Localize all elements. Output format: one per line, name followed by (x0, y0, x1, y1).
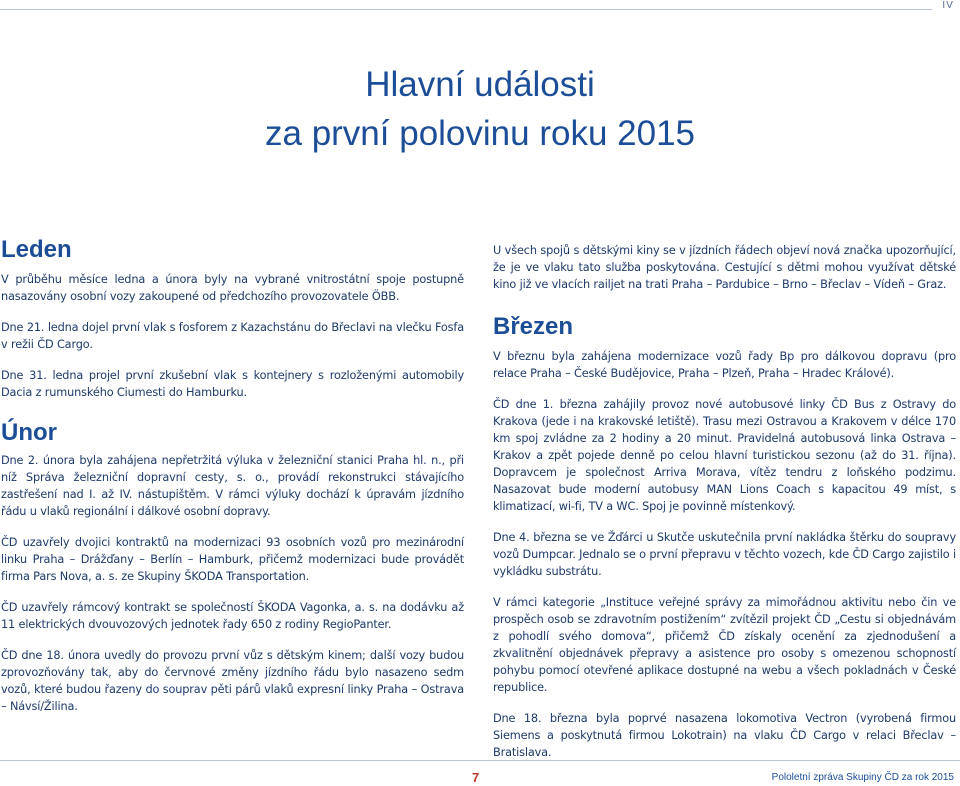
brezen-paragraph-5: Dne 18. března byla poprvé nasazena lokomotiva Vectron (vyrobená firmou Siemens a poskytnutá firmou Lokotrain) na vlaku ČD Cargo v relaci Břeclav – Bratislava. (493, 712, 956, 759)
unor-paragraph-2: ČD uzavřely dvojici kontraktů na modernizaci 93 osobních vozů pro mezinárodní linku Praha – Drážďany – Berlín – Hamburk, přičemž modernizaci bude provádět firma Pars Nova, a. s. ze Skupiny ŠKODA Transportation. (1, 536, 464, 583)
brezen-paragraph-4: V rámci kategorie „Instituce veřejné správy za mimořádnou aktivitu nebo čin ve prospěch osob se zdravotním postižením“ zvítězil projekt ČD „Cestu si objednávám z pohodlí svého domova“, přičemž ČD získaly ocenění za zjednodušení a zkvalitnění objednávek přepravy a asistence pro osoby s omezenou schopností pohybu pomocí otevřené aplikace dostupné na webu a všech pokladnách v České republice. (493, 596, 956, 694)
header-rule (0, 9, 932, 10)
unor-paragraph-1: Dne 2. února byla zahájena nepřetržitá výluka v železniční stanici Praha hl. n., při níž Správa železniční dopravní cesty, s. o., provádí rekonstrukci stávajícího zastřešení nad I. až IV. nástupištěm. V rámci výluky dochází k úpravám jízdního řádu u vlaků regionální i dálkové osobní dopravy. (1, 454, 464, 518)
page-title-line1: Hlavní události (365, 65, 595, 104)
footer-rule (0, 760, 960, 761)
kino-paragraph: U všech spojů s dětskými kiny se v jízdních řádech objeví nová značka upozorňující, že je ve vlaku tato služba poskytována. Cestující s dětmi mohou využívat dětské kino již ve vlacích railjet na trati Praha – Pardubice – Brno – Břeclav – Vídeň – Graz. (493, 244, 956, 291)
page-number: 7 (472, 770, 480, 785)
leden-paragraph-1: V průběhu měsíce ledna a února byly na vybrané vnitrostátní spoje postupně nasazovány osobní vozy zakoupené od předchozího provozovatele ÖBB. (1, 273, 464, 303)
right-column (493, 242, 956, 761)
footer-report-name: Pololetní zpráva Skupiny ČD za rok 2015 (771, 772, 954, 783)
heading-unor: Únor (1, 419, 57, 446)
page-title-line2: za první polovinu roku 2015 (265, 114, 695, 153)
heading-leden: Leden (1, 236, 72, 263)
leden-paragraph-2: Dne 21. ledna dojel první vlak s fosforem z Kazachstánu do Břeclavi na vlečku Fosfa v režii ČD Cargo. (1, 321, 464, 351)
brezen-paragraph-1: V březnu byla zahájena modernizace vozů řady Bp pro dálkovou dopravu (pro relace Praha – České Budějovice, Praha – Plzeň, Praha – Hradec Králové). (493, 350, 956, 380)
section-roman-numeral: IV (942, 0, 954, 11)
left-column (1, 236, 464, 715)
unor-paragraph-3: ČD uzavřely rámcový kontrakt se společností ŠKODA Vagonka, a. s. na dodávku až 11 elektrických dvouvozových jednotek řady 650 z rodiny RegioPanter. (1, 601, 464, 631)
heading-brezen: Březen (493, 313, 574, 340)
brezen-paragraph-3: Dne 4. března se ve Žďárci u Skutče uskutečnila první nakládka štěrku do soupravy vozů Dumpcar. Jednalo se o první přepravu v těchto vozech, kde ČD Cargo zajistilo i vykládku substrátu. (493, 531, 956, 578)
unor-paragraph-4: ČD dne 18. února uvedly do provozu první vůz s dětským kinem; další vozy budou zprovozňovány tak, aby do červnové změny jízdního řádu bylo nasazeno sedm vozů, které budou řazeny do souprav pěti párů vlaků expresní linky Praha – Ostrava – Návsí/Žilina. (1, 649, 464, 713)
page-title (0, 60, 960, 158)
brezen-paragraph-2: ČD dne 1. března zahájily provoz nové autobusové linky ČD Bus z Ostravy do Krakova (jede i na krakovské letiště). Trasu mezi Ostravou a Krakovem v délce 170 km spoj zvládne za 2 hodiny a 20 minut. Pravidelná autobusová linka Ostrava – Krakov a zpět pojede denně po celou hlavní turistickou sezonu (až do 31. října). Dopravcem je společnost Arriva Morava, vítěz tendru z loňského podzimu. Nasazovat bude moderní autobusy MAN Lions Coach s kapacitou 49 míst, s klimatizací, wi-fi, TV a WC. Spoj je povinně místenkový. (493, 398, 956, 513)
leden-paragraph-3: Dne 31. ledna projel první zkušební vlak s kontejnery s rozloženými automobily Dacia z rumunského Ciumesti do Hamburku. (1, 369, 464, 399)
